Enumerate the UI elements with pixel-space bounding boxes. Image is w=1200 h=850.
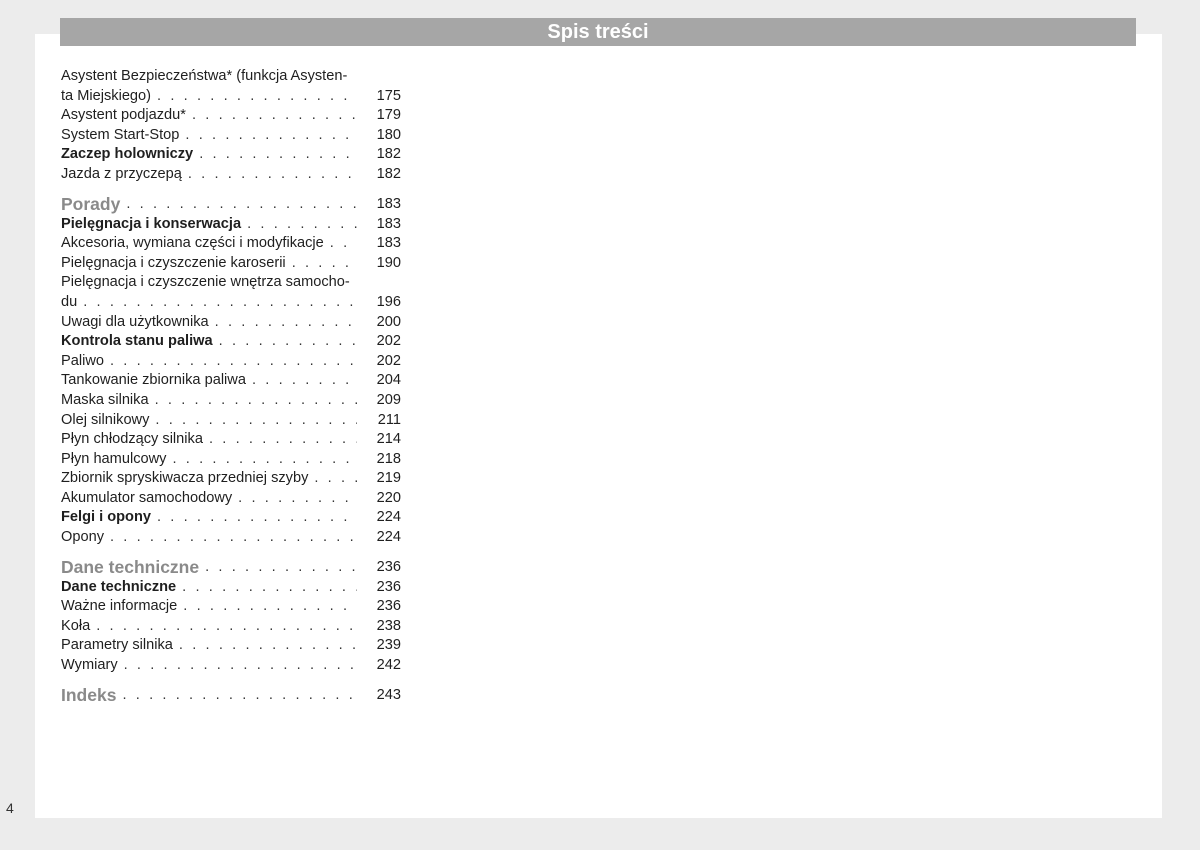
leader-dots bbox=[83, 293, 357, 313]
leader-dots bbox=[330, 234, 357, 254]
toc-entry-title: Koła bbox=[61, 617, 91, 634]
toc-page-number: 236 bbox=[376, 558, 401, 575]
toc-entry[interactable] bbox=[61, 656, 401, 676]
toc-entry-title: Wymiary bbox=[61, 657, 118, 674]
toc-entry-title: Tankowanie zbiornika paliwa bbox=[61, 372, 246, 389]
toc-page-number: 224 bbox=[376, 509, 401, 526]
toc-page-number: 218 bbox=[376, 450, 401, 467]
leader-dots bbox=[110, 352, 357, 372]
leader-dots bbox=[124, 656, 357, 676]
toc-section-title: Porady bbox=[61, 193, 121, 214]
toc-entry-title: Kontrola stanu paliwa bbox=[61, 333, 213, 350]
leader-dots bbox=[179, 636, 357, 656]
page-title: Spis treści bbox=[60, 18, 1136, 46]
toc-page-number: 202 bbox=[376, 333, 401, 350]
toc-entry[interactable] bbox=[61, 165, 401, 185]
toc-section[interactable] bbox=[61, 556, 401, 578]
toc-entry[interactable] bbox=[61, 489, 401, 509]
toc-entry-title: Asystent podjazdu* bbox=[61, 107, 186, 124]
toc-entry[interactable] bbox=[61, 450, 401, 470]
leader-dots bbox=[155, 391, 357, 411]
toc-page-number: 196 bbox=[376, 293, 401, 310]
table-of-contents bbox=[61, 67, 401, 706]
toc-entry[interactable] bbox=[61, 234, 401, 254]
leader-dots bbox=[188, 165, 357, 185]
toc-entry[interactable] bbox=[61, 578, 401, 598]
leader-dots bbox=[219, 332, 357, 352]
toc-entry-title: Opony bbox=[61, 529, 104, 546]
toc-page-number: 183 bbox=[376, 215, 401, 232]
toc-page-number: 200 bbox=[376, 313, 401, 330]
toc-entry[interactable] bbox=[61, 469, 401, 489]
leader-dots bbox=[205, 556, 357, 578]
toc-entry-title: Uwagi dla użytkownika bbox=[61, 313, 209, 330]
toc-entry-title: Ważne informacje bbox=[61, 598, 178, 615]
leader-dots bbox=[252, 371, 357, 391]
toc-entry[interactable] bbox=[61, 528, 401, 548]
leader-dots bbox=[96, 617, 357, 637]
toc-page-number: 214 bbox=[376, 431, 401, 448]
toc-entry[interactable] bbox=[61, 391, 401, 411]
toc-section[interactable] bbox=[61, 193, 401, 215]
toc-entry-title: Maska silnika bbox=[61, 391, 149, 408]
leader-dots bbox=[238, 489, 357, 509]
toc-page-number: 236 bbox=[376, 598, 401, 615]
toc-page-number: 180 bbox=[376, 126, 401, 143]
leader-dots bbox=[185, 126, 357, 146]
toc-entry-title: Płyn chłodzący silnika bbox=[61, 431, 203, 448]
leader-dots bbox=[155, 411, 357, 431]
leader-dots bbox=[183, 597, 357, 617]
leader-dots bbox=[199, 145, 357, 165]
leader-dots bbox=[314, 469, 357, 489]
toc-page-number: 202 bbox=[376, 352, 401, 369]
toc-entry[interactable] bbox=[61, 411, 401, 431]
toc-entry-title: Paliwo bbox=[61, 352, 104, 369]
toc-entry[interactable] bbox=[61, 215, 401, 235]
toc-entry[interactable] bbox=[61, 293, 401, 313]
toc-entry-title: Zaczep holowniczy bbox=[61, 146, 194, 163]
toc-page-number: 238 bbox=[376, 617, 401, 634]
toc-page-number: 243 bbox=[376, 686, 401, 703]
toc-entry[interactable] bbox=[61, 352, 401, 372]
toc-entry[interactable] bbox=[61, 106, 401, 126]
leader-dots bbox=[157, 508, 357, 528]
toc-entry-title: Dane techniczne bbox=[61, 578, 177, 595]
toc-entry[interactable] bbox=[61, 636, 401, 656]
toc-page-number: 224 bbox=[376, 529, 401, 546]
toc-entry[interactable] bbox=[61, 87, 401, 107]
toc-entry[interactable] bbox=[61, 371, 401, 391]
toc-page-number: 182 bbox=[376, 165, 401, 182]
leader-dots bbox=[172, 450, 357, 470]
toc-entry-title: System Start-Stop bbox=[61, 126, 180, 143]
toc-entry-title: Felgi i opony bbox=[61, 509, 151, 526]
toc-entry[interactable] bbox=[61, 145, 401, 165]
toc-section[interactable] bbox=[61, 684, 401, 706]
leader-dots bbox=[110, 528, 357, 548]
toc-page-number: 175 bbox=[376, 87, 401, 104]
leader-dots bbox=[126, 193, 357, 215]
leader-dots bbox=[192, 106, 357, 126]
leader-dots bbox=[157, 87, 357, 107]
toc-entry-title: Akumulator samochodowy bbox=[61, 489, 233, 506]
toc-entry-title: Pielęgnacja i czyszczenie karoserii bbox=[61, 254, 286, 271]
toc-entry-title: du bbox=[61, 293, 78, 310]
leader-dots bbox=[182, 578, 357, 598]
toc-entry-line[interactable]: Asystent Bezpieczeństwa* (funkcja Asysten- bbox=[61, 68, 348, 84]
toc-entry[interactable] bbox=[61, 597, 401, 617]
toc-entry-title: Zbiornik spryskiwacza przedniej szyby bbox=[61, 470, 309, 487]
leader-dots bbox=[292, 254, 357, 274]
leader-dots bbox=[247, 215, 357, 235]
toc-page-number: 209 bbox=[376, 391, 401, 408]
toc-entry-title: ta Miejskiego) bbox=[61, 87, 152, 104]
toc-page-number: 242 bbox=[376, 657, 401, 674]
toc-entry[interactable] bbox=[61, 617, 401, 637]
toc-page-number: 239 bbox=[376, 637, 401, 654]
toc-entry-title: Olej silnikowy bbox=[61, 411, 150, 428]
toc-entry[interactable] bbox=[61, 508, 401, 528]
toc-page-number: 183 bbox=[376, 235, 401, 252]
leader-dots bbox=[215, 313, 357, 333]
toc-entry[interactable] bbox=[61, 332, 401, 352]
toc-page-number: 219 bbox=[376, 470, 401, 487]
toc-entry-line[interactable]: Pielęgnacja i czyszczenie wnętrza samocho- bbox=[61, 274, 350, 291]
toc-page-number: 179 bbox=[376, 107, 401, 124]
toc-page-number: 190 bbox=[376, 254, 401, 271]
toc-entry[interactable] bbox=[61, 313, 401, 333]
toc-entry-title: Pielęgnacja i konserwacja bbox=[61, 215, 242, 232]
toc-page-number: 182 bbox=[376, 146, 401, 163]
toc-page-number: 204 bbox=[376, 372, 401, 389]
toc-page-number: 183 bbox=[376, 195, 401, 212]
leader-dots bbox=[122, 684, 357, 706]
toc-page-number: 236 bbox=[376, 578, 401, 595]
toc-page-number: 220 bbox=[376, 489, 401, 506]
leader-dots bbox=[209, 430, 357, 450]
toc-section-title: Indeks bbox=[61, 684, 117, 705]
page-number: 4 bbox=[6, 800, 14, 816]
toc-section-title: Dane techniczne bbox=[61, 556, 200, 577]
toc-entry[interactable] bbox=[61, 254, 401, 274]
toc-entry-title: Parametry silnika bbox=[61, 637, 173, 654]
toc-page-number: 211 bbox=[377, 411, 401, 428]
toc-entry-title: Jazda z przyczepą bbox=[61, 165, 182, 182]
toc-entry-title: Akcesoria, wymiana części i modyfikacje bbox=[61, 235, 324, 252]
toc-entry[interactable] bbox=[61, 126, 401, 146]
toc-entry[interactable] bbox=[61, 430, 401, 450]
toc-entry-title: Płyn hamulcowy bbox=[61, 450, 167, 467]
